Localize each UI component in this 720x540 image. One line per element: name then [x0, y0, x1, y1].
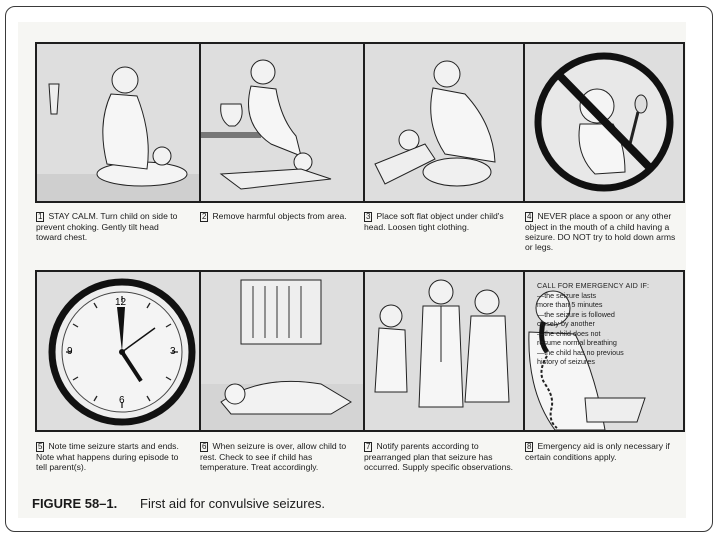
- emergency-callout: [537, 281, 681, 367]
- notify-parents-drawing: [365, 272, 523, 430]
- panel-4-illustration: [523, 42, 685, 203]
- step-3-caption: [364, 211, 514, 232]
- figure-label: FIGURE 58–1.: [32, 496, 118, 511]
- clock-number-12: 12: [115, 297, 127, 308]
- step-8-caption: [525, 441, 675, 462]
- step-4-number: 4: [527, 212, 532, 221]
- step-2-number: 2: [202, 212, 207, 221]
- panel-5-illustration: [35, 270, 201, 432]
- step-7-caption: [364, 441, 514, 472]
- clock-number-3: 3: [170, 346, 176, 357]
- step-4-caption: [525, 211, 683, 252]
- clock-number-6: 6: [119, 395, 125, 406]
- pillow-under-head-drawing: [365, 44, 523, 201]
- step-3-number: 3: [366, 212, 371, 221]
- step-8-text: Emergency aid is only necessary if certain conditions apply.: [525, 441, 670, 462]
- figure-title: First aid for convulsive seizures.: [140, 496, 325, 511]
- no-spoon-prohibition-drawing: [525, 44, 683, 201]
- panel-6-illustration: [199, 270, 365, 432]
- caregiver-turning-child-drawing: [37, 44, 199, 201]
- child-resting-drawing: [201, 272, 363, 430]
- callout-item: —the seizure lasts more than 5 minutes: [537, 290, 603, 309]
- step-6-caption: [200, 441, 350, 472]
- step-6-number: 6: [202, 442, 207, 451]
- step-5-number: 5: [38, 442, 43, 451]
- step-1-caption: [36, 211, 186, 242]
- callout-item: —the child does not resume normal breathing: [537, 328, 617, 347]
- clock-number-9: 9: [67, 346, 73, 357]
- step-1-number: 1: [38, 212, 43, 221]
- step-2-text: Remove harmful objects from area.: [212, 211, 347, 221]
- step-8-number: 8: [527, 442, 532, 451]
- step-6-text: When seizure is over, allow child to rest. Check to see if child has temperature. Treat accordingly.: [200, 441, 347, 472]
- removing-objects-drawing: [201, 44, 363, 201]
- callout-item: —the child has no previous history of seizures: [537, 347, 624, 366]
- step-2-caption: [200, 211, 350, 222]
- panel-3-illustration: [363, 42, 525, 203]
- step-4-text: NEVER place a spoon or any other object in the mouth of a child having a seizure. DO NOT try to hold down arms or legs.: [525, 211, 676, 252]
- step-5-text: Note time seizure starts and ends. Note what happens during episode to tell parent(s).: [36, 441, 179, 472]
- step-7-text: Notify parents according to prearranged plan that seizure has occurred. Supply specific observations.: [364, 441, 514, 472]
- panel-2-illustration: [199, 42, 365, 203]
- step-3-text: Place soft flat object under child's head. Loosen tight clothing.: [364, 211, 504, 232]
- panel-1-illustration: [35, 42, 201, 203]
- step-5-caption: [36, 441, 186, 472]
- callout-heading: CALL FOR EMERGENCY AID IF:: [537, 281, 650, 290]
- panel-7-illustration: [363, 270, 525, 432]
- step-1-text: STAY CALM. Turn child on side to prevent choking. Gently tilt head toward chest.: [36, 211, 178, 242]
- step-7-number: 7: [366, 442, 371, 451]
- callout-item: —the seizure is followed closely by another: [537, 309, 615, 328]
